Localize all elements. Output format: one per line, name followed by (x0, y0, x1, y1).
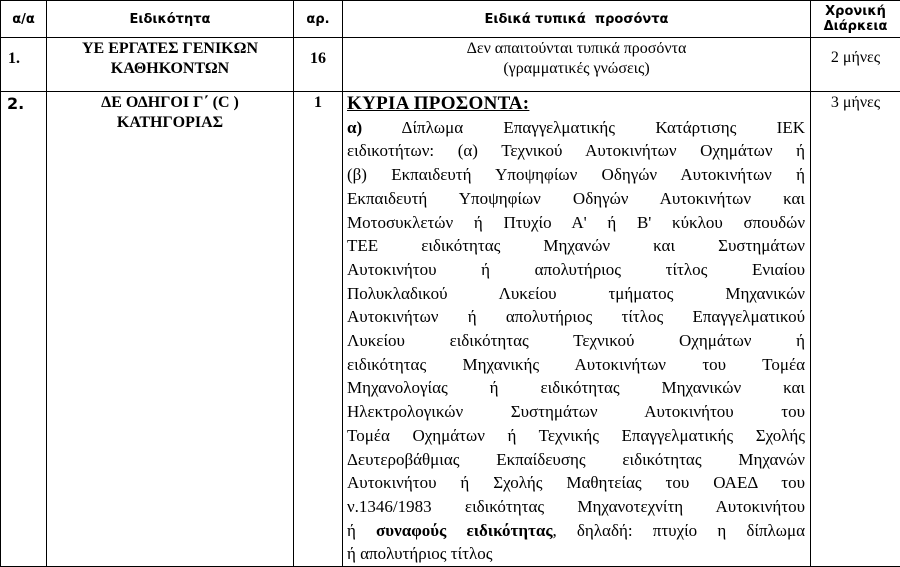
duration-cell: 3 μήνες (811, 92, 900, 567)
qualification-line: ΤΕΕ ειδικότητας Μηχανών και Συστημάτων (347, 234, 805, 258)
qualification-line: Αυτοκινήτου ή Σχολής Μαθητείας του ΟΑΕΔ του (347, 471, 805, 495)
table-row (1, 38, 900, 92)
qualification-line: Μηχανολογίας ή ειδικότητας Μηχανικών και (347, 376, 805, 400)
qualification-text: , δηλαδή: πτυχίο η δίπλωμα (553, 521, 805, 540)
qualifications-cell (343, 92, 811, 567)
specialty-line: ΔΕ ΟΔΗΓΟΙ Γ΄ (C ) (101, 94, 239, 111)
header-row (1, 1, 900, 38)
qualification-line: Δεν απαιτούνται τυπικά προσόντα (467, 40, 687, 57)
header-specialty: Ειδικότητα (47, 1, 294, 38)
qualification-line: (γραμματικές γνώσεις) (503, 60, 649, 77)
header-count: αρ. (294, 1, 343, 38)
header-duration-line1: Χρονική (825, 4, 886, 19)
header-duration-line2: Διάρκεια (824, 19, 888, 34)
specialty-cell (47, 92, 294, 567)
qualification-line: ειδικότητας Μηχανικής Αυτοκινήτων του Τομέα (347, 353, 805, 377)
row-number: 2. (1, 92, 47, 567)
qualification-line: Αυτοκινήτου ή απολυτήριος τίτλος Ενιαίου (347, 258, 805, 282)
qualification-line: Αυτοκινήτων ή απολυτήριος τίτλος Επαγγελματικού (347, 305, 805, 329)
duration-cell: 2 μήνες (811, 38, 900, 92)
qualification-line (347, 519, 805, 543)
qualification-line: Πολυκλαδικού Λυκείου τμήματος Μηχανικών (347, 282, 805, 306)
qualification-marker: α) (347, 118, 362, 137)
qualification-line: ν.1346/1983 ειδικότητας Μηχανοτεχνίτη Αυτοκινήτου (347, 495, 805, 519)
count-cell: 1 (294, 92, 343, 567)
qualification-line: Τομέα Οχημάτων ή Τεχνικής Επαγγελματικής Σχολής (347, 424, 805, 448)
specialty-cell: ΥΕ ΕΡΓΑΤΕΣ ΓΕΝΙΚΩΝ ΚΑΘΗΚΟΝΤΩΝ (47, 38, 294, 92)
specialty-line: ΚΑΤΗΓΟΡΙΑΣ (117, 114, 223, 131)
count-cell: 16 (294, 38, 343, 92)
main-qualifications-heading: ΚΥΡΙΑ ΠΡΟΣΟΝΤΑ: (347, 92, 805, 116)
table-row (1, 92, 900, 567)
header-duration (811, 1, 900, 38)
related-specialty-emphasis: συναφούς ειδικότητας (376, 521, 552, 540)
header-aa: α/α (1, 1, 47, 38)
header-qualifications: Ειδικά τυπικά προσόντα (343, 1, 811, 38)
qualification-line: Λυκείου ειδικότητας Τεχνικού Οχημάτων ή (347, 329, 805, 353)
qualification-line: ειδικοτήτων: (α) Τεχνικού Αυτοκινήτων Οχημάτων ή (347, 139, 805, 163)
qualification-line: Δευτεροβάθμιας Εκπαίδευσης ειδικότητας Μηχανών (347, 448, 805, 472)
row-number: 1. (1, 38, 47, 92)
qualification-text: Δίπλωμα Επαγγελματικής Κατάρτισης ΙΕΚ (362, 118, 805, 137)
qualification-text: ή (347, 521, 376, 540)
qualifications-cell (343, 38, 811, 92)
qualification-line: Μοτοσυκλετών ή Πτυχίο Α' ή Β' κύκλου σπουδών (347, 211, 805, 235)
qualification-line: ή απολυτήριος τίτλος (347, 542, 805, 566)
qualification-line: Εκπαιδευτή Υποψηφίων Οδηγών Αυτοκινήτων και (347, 187, 805, 211)
qualification-line: Ηλεκτρολογικών Συστημάτων Αυτοκινήτου του (347, 400, 805, 424)
qualification-line: (β) Εκπαιδευτή Υποψηφίων Οδηγών Αυτοκινήτων ή (347, 163, 805, 187)
qualification-line (347, 116, 805, 140)
